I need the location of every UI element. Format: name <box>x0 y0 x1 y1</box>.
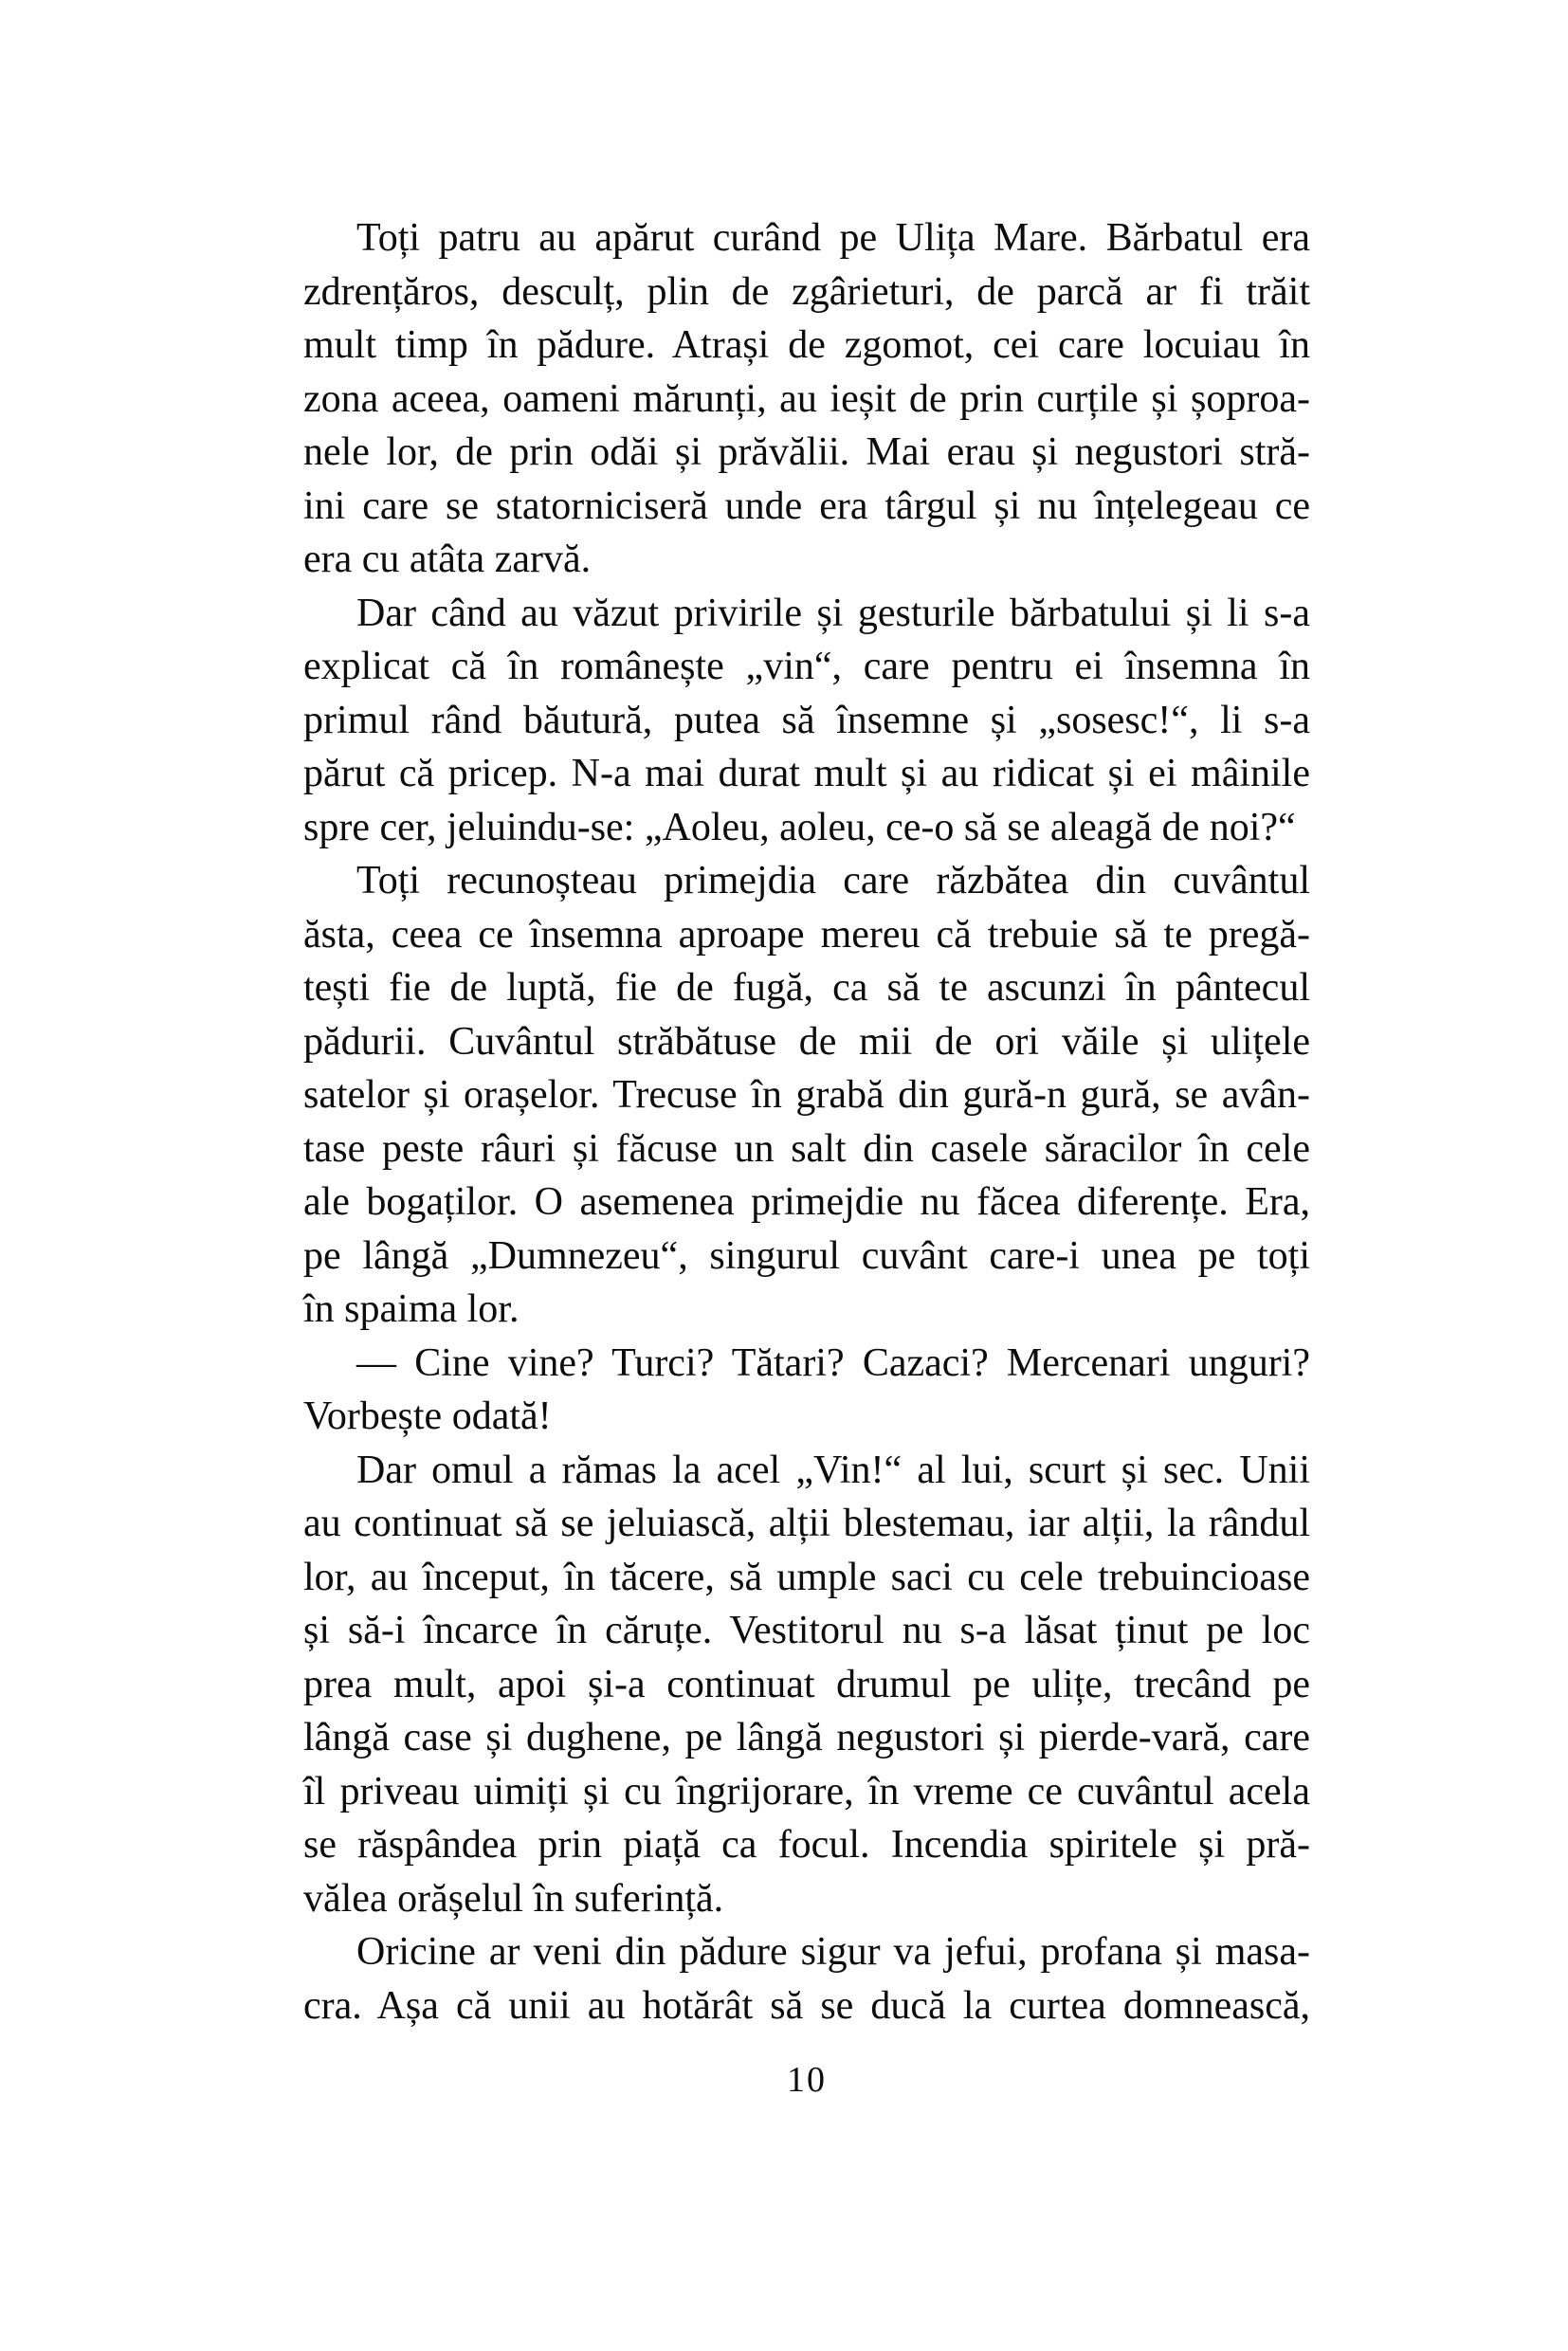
paragraph <box>303 1444 1310 1926</box>
text-line: zdrențăros, desculț, plin de zgârieturi, de parcă ar fi trăit <box>303 269 1310 314</box>
text-line: explicat că în românește „vin“, care pentru ei însemna în <box>303 645 1310 688</box>
text-line: Toți recunoșteau primejdia care răzbătea din cuvântul <box>356 859 1310 902</box>
text-line: îl priveau uimiți și cu îngrijorare, în vreme ce cuvântul acela <box>303 1769 1310 1813</box>
text-line: Oricine ar veni din pădure sigur va jefui, profana și masa- <box>356 1930 1310 1974</box>
text-line: ăsta, ceea ce însemna aproape mereu că trebuie să te pregă- <box>303 912 1310 957</box>
text-line: tești fie de luptă, fie de fugă, ca să te ascunzi în pântecul <box>303 966 1310 1010</box>
text-line: Dar omul a rămas la acel „Vin!“ al lui, scurt și sec. Unii <box>356 1448 1310 1492</box>
body-text <box>303 211 1310 2032</box>
paragraph <box>303 1925 1310 2032</box>
text-line: lângă case și dughene, pe lângă negustori și pierde-vară, care <box>303 1716 1310 1759</box>
text-line: în spaima lor. <box>303 1287 520 1331</box>
text-line: zona aceea, oameni mărunți, au ieșit de prin curțile și șoproa- <box>303 376 1310 421</box>
text-line: cra. Așa că unii au hotărât să se ducă la curtea domnească, <box>303 1983 1310 2028</box>
paragraph <box>303 587 1310 855</box>
text-line: părut că pricep. N-a mai durat mult și au ridicat și ei mâinile <box>303 752 1310 795</box>
text-line: ale bogaților. O asemenea primejdie nu făcea diferențe. Era, <box>303 1180 1310 1224</box>
text-line: Toți patru au apărut curând pe Ulița Mare. Bărbatul era <box>356 216 1310 260</box>
text-line: nele lor, de prin odăi și prăvălii. Mai erau și negustori stră- <box>303 430 1310 474</box>
paragraph <box>303 211 1310 587</box>
text-line: — Cine vine? Turci? Tătari? Cazaci? Mercenari unguri? <box>356 1340 1310 1385</box>
text-line: vălea orășelul în suferință. <box>303 1876 724 1921</box>
paragraph <box>303 1337 1310 1444</box>
text-line: mult timp în pădure. Atrași de zgomot, cei care locuiau în <box>303 323 1310 367</box>
text-line: Vorbește odată! <box>303 1394 552 1438</box>
text-line: se răspândea prin piață ca focul. Incendia spiritele și pră- <box>303 1823 1310 1867</box>
text-line: era cu atâta zarvă. <box>303 538 592 581</box>
text-line: Dar când au văzut privirile și gesturile bărbatului și li s-a <box>356 591 1310 635</box>
text-line: spre cer, jeluindu-se: „Aoleu, aoleu, ce-o să se aleagă de noi?“ <box>303 805 1296 849</box>
text-line: pe lângă „Dumnezeu“, singurul cuvânt care-i unea pe toți <box>303 1233 1310 1278</box>
text-line: și să-i încarce în căruțe. Vestitorul nu s-a lăsat ținut pe loc <box>303 1609 1310 1652</box>
text-line: prea mult, apoi și-a continuat drumul pe ulițe, trecând pe <box>303 1662 1310 1706</box>
text-line: satelor și orașelor. Trecuse în grabă din gură-n gură, se avân- <box>303 1073 1310 1117</box>
text-line: tase peste râuri și făcuse un salt din casele săracilor în cele <box>303 1126 1310 1171</box>
text-line: primul rând băutură, putea să însemne și „sosesc!“, li s-a <box>303 698 1310 742</box>
page-number: 10 <box>787 2060 827 2100</box>
text-line: lor, au început, în tăcere, să umple saci cu cele trebuincioase <box>303 1555 1310 1599</box>
text-line: ini care se statorniciseră unde era târgul și nu înțelegeau ce <box>303 483 1310 528</box>
paragraph <box>303 854 1310 1337</box>
text-line: pădurii. Cuvântul străbătuse de mii de ori văile și ulițele <box>303 1019 1310 1064</box>
text-line: au continuat să se jeluiască, alții blestemau, iar alții, la rândul <box>303 1502 1310 1545</box>
